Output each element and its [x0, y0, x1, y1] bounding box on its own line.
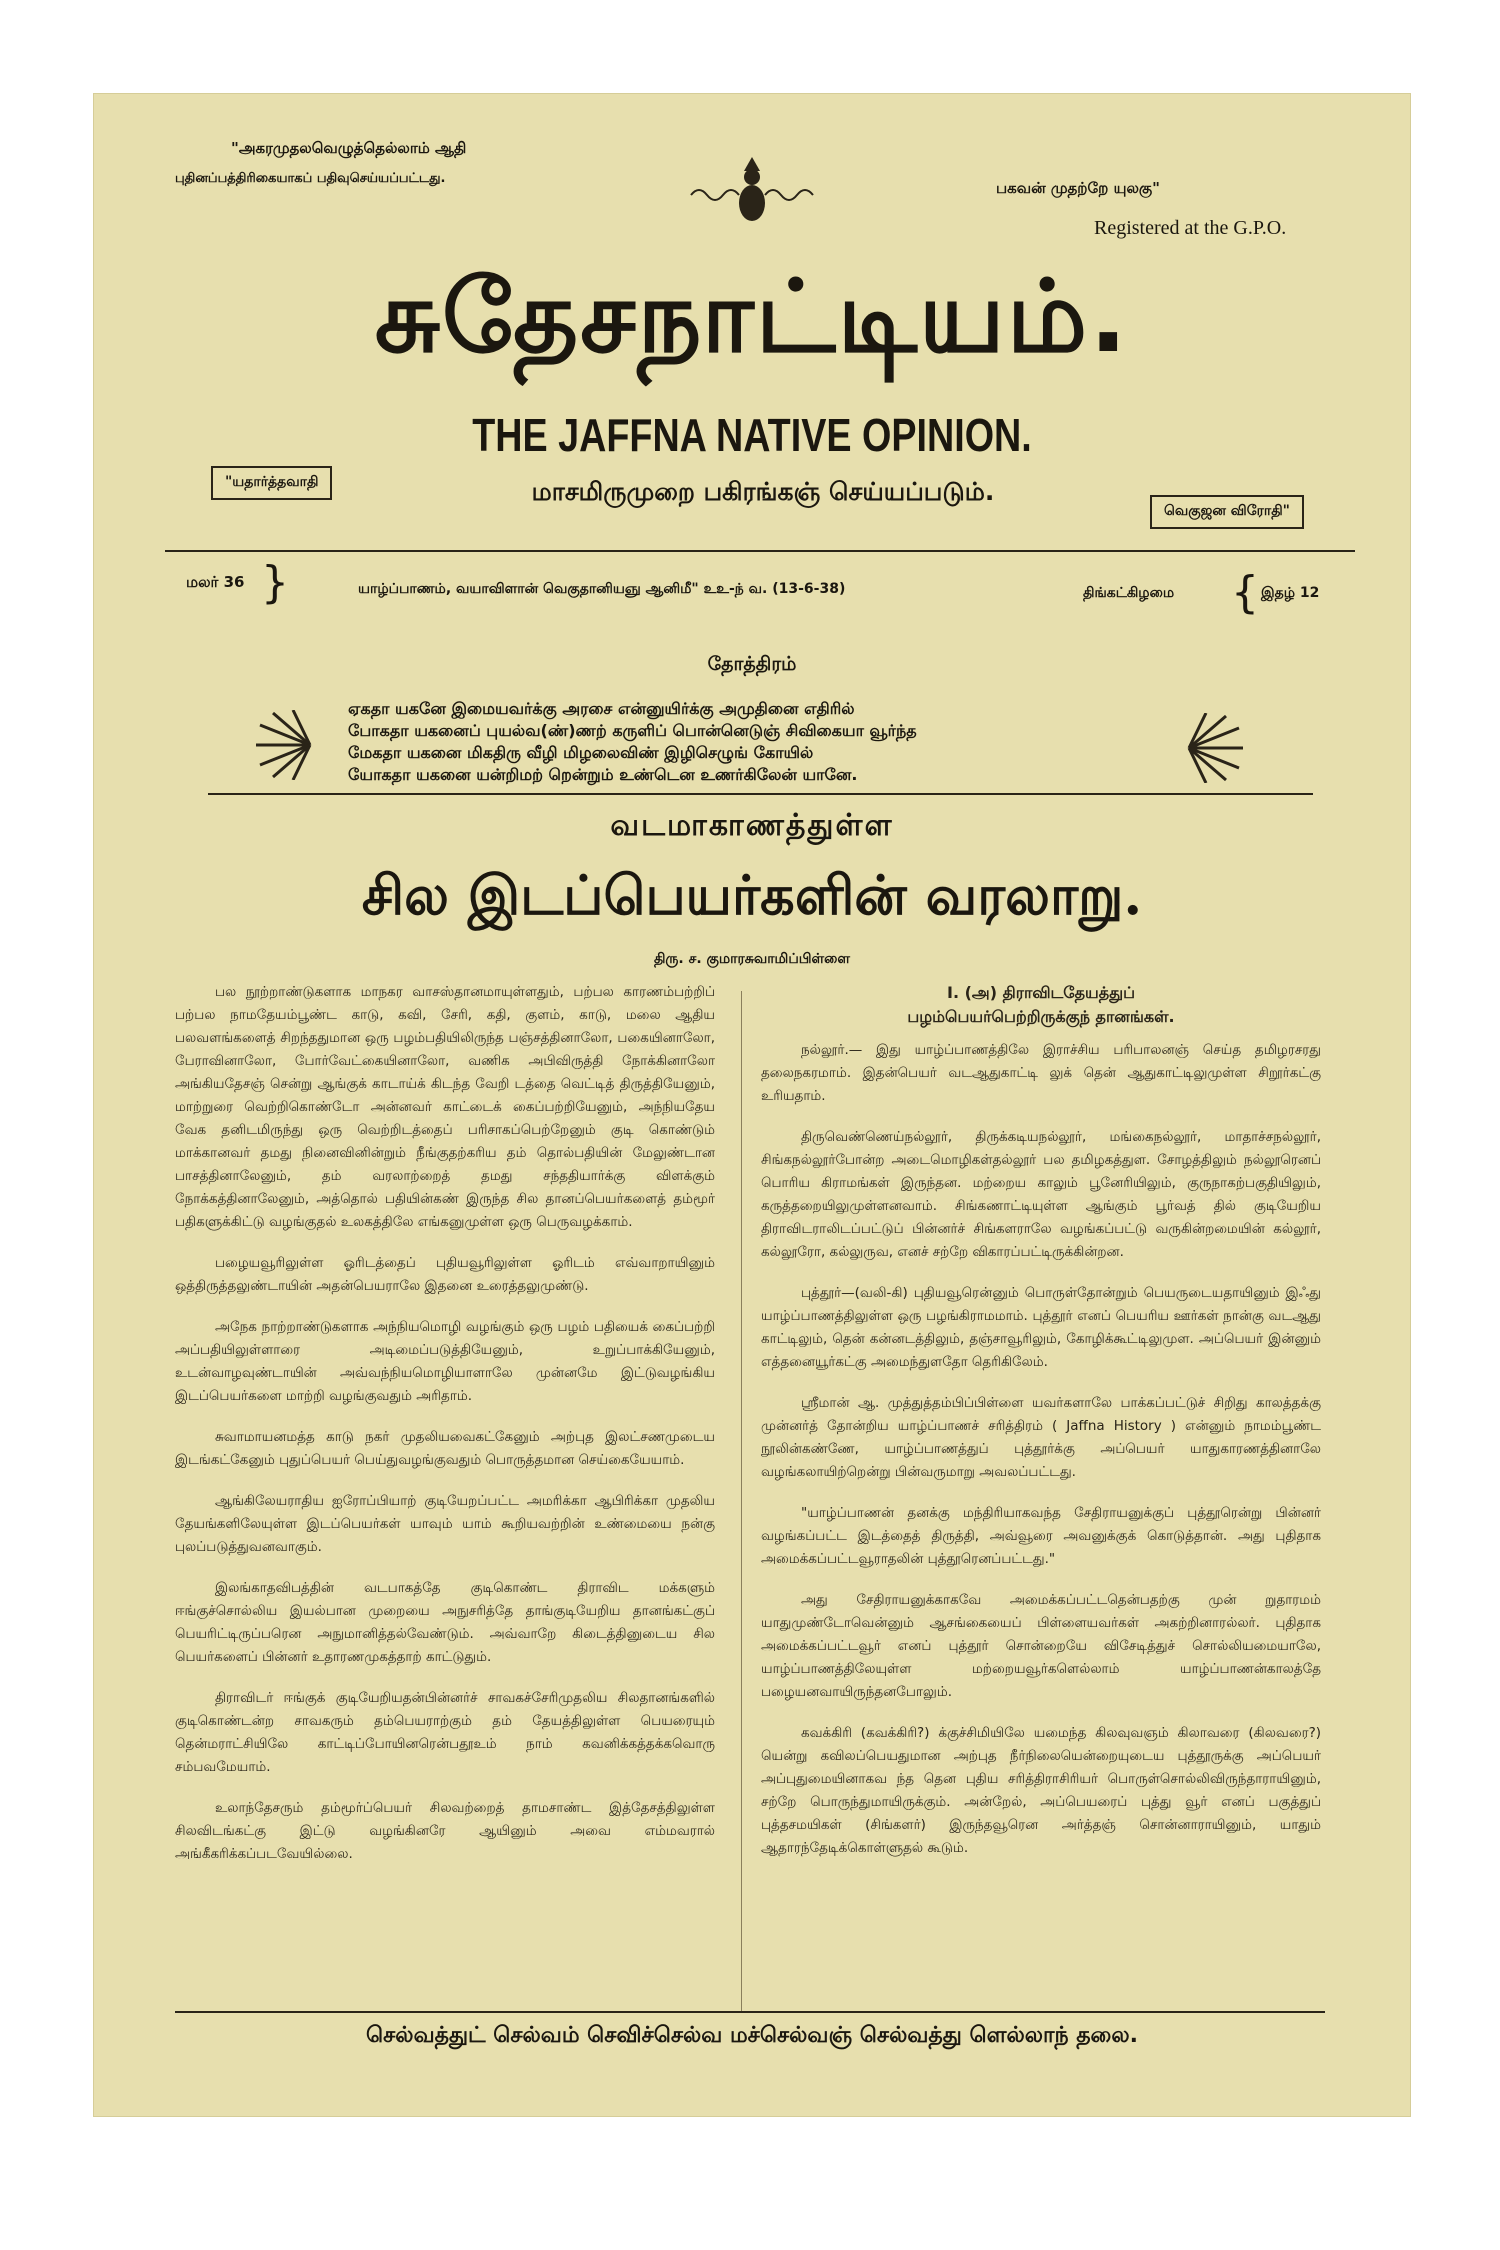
article-paragraph: பழையவூரிலுள்ள ஓரிடத்தைப் புதியவூரிலுள்ள ஓரிடம் எவ்வாறாயினும் ஒத்திருத்தலுண்டாயின் அதன்பெயராலே இதனை உரைத்தலுமுண்டு.: [175, 1255, 715, 1294]
issue-number: இதழ் 12: [1261, 585, 1320, 601]
article-paragraph: ஆங்கிலேயராதிய ஐரோப்பியாற் குடியேறப்பட்ட அமரிக்கா ஆபிரிக்கா முதலிய தேயங்களிலேயுள்ள இடப்பெயர்கள் யாவும் யாம் கூறியவற்றின் உண்மையை நன்கு புலப்படுத்துவனவாகும்.: [175, 1493, 715, 1555]
article-author: திரு. ச. குமாரசுவாமிப்பிள்ளை: [653, 951, 851, 967]
article-paragraph: புத்தூர்—(வலி-கி) புதியவூரென்னும் பொருள்தோன்றும் பெயருடையதாயினும் இஃது யாழ்ப்பாணத்திலுள்ள ஒரு பழங்கிராமமாம். புத்தூர் எனப் பெயரிய ஊர்கள் நான்கு வடஆது காட்டிலும், தென் கன்னடத்திலும், தஞ்சாவூரிலும், கோழிக்கூட்டிலுமுள. அப்பெயர் இன்னும் எத்தனையூர்கட்கு அமைந்துளதோ தெரிகிலேம்.: [761, 1285, 1321, 1370]
section-heading-line2: பழம்பெயர்பெற்றிருக்குந் தானங்கள்.: [907, 1007, 1175, 1026]
article-kicker: வடமாகாணத்துள்ள: [610, 808, 894, 843]
newspaper-page: [93, 93, 1411, 2117]
article-right-column: [761, 981, 1321, 1878]
article-paragraph: உலாந்தேசரும் தம்மூர்ப்பெயர் சிலவற்றைத் தாமசாண்ட இத்தேசத்திலுள்ள சிலவிடங்கட்கு இட்டு வழங்கினரே ஆயினும் அவை எம்மவரால் அங்கீகரிக்கப்படவேயில்லை.: [175, 1800, 715, 1862]
motto-right: பகவன் முதற்றே யுலகு": [996, 179, 1160, 197]
article-paragraph: இலங்காதவிபத்தின் வடபாகத்தே குடிகொண்ட திராவிட மக்களும் ஈங்குச்சொல்லிய இயல்பான முறையை அநுசரித்தே தாங்குடியேறிய தானங்கட்குப் பெயரிட்டிருப்பரென அநுமானித்தல்வேண்டும். அவ்வாறே கிடைத்தினுடைய சில பெயர்களைப் பின்னர் உதாரணமுகத்தாற் காட்டுதும்.: [175, 1580, 715, 1665]
masthead-title-english: THE JAFFNA NATIVE OPINION.: [472, 409, 1032, 461]
masthead-title-tamil: சுதேசநாட்டியம்.: [374, 258, 1130, 375]
article-paragraph: பல நூற்றாண்டுகளாக மாநகர வாசஸ்தானமாயுள்ளதும், பற்பல காரணம்பற்றிப் பற்பல நாமதேயம்பூண்ட காடு, கவி, சேரி, கதி, குளம், காடு, மலை ஆதிய பலவளங்களைத் சிறந்ததுமான ஒரு பழம்பதியிலிருந்த பஞ்சத்தினாலோ, பகையினாலோ, பேராவினாலோ, போர்வேட்கையினாலோ, வணிக அபிவிருத்தி நோக்கினாலோ அங்கியதேசஞ் சென்று ஆங்குக் காடாய்க் கிடந்த வேறி டத்தை வெட்டித் திருத்தியேனும், மாற்றுரை வெற்றிகொண்டோ அன்னவர் காட்டைக் கைப்பற்றியேனும், அந்நியதேய வேக தனிடமிருந்து ஒரு வெற்றிடத்தைப் பரிசாகப்பெற்றேனும் குடி கொண்டும் மாக்கானவர் தமது நினைவினின்றும் நீங்குதற்கரிய தம் தொல்பதியின் மேலுண்டான பாசத்தினாலேனும், தம் வரலாற்றைத் தமது சந்ததியார்க்கு விளக்கும் நோக்கத்தினாலேனும், அத்தொல் பதியின்கண் இருந்த சில தானப்பெயர்களைத் தம்மூர் பதிகளுக்கிட்டு வழங்குதல் உலகத்திலே எங்கனுமுள்ள ஒரு பெருவழக்காம்.: [175, 984, 715, 1230]
article-paragraph: அநேக நாற்றாண்டுகளாக அந்நியமொழி வழங்கும் ஒரு பழம் பதியைக் கைப்பற்றி அப்பதியிலுள்ளாரை அடிமைப்படுத்தியேனும், உறுப்பாக்கியேனும், உடன்வாழவுண்டாயின் அவ்வந்நியமொழியாளாலே முன்னமே இட்டுவழங்கிய இடப்பெயர்களை மாற்றி வழங்குவதும் அரிதாம்.: [175, 1319, 715, 1404]
article-left-column: [175, 981, 715, 1884]
volume-label: மலர் 36: [186, 573, 245, 591]
weekday: திங்கட்கிழமை: [1083, 585, 1175, 601]
sunburst-left-icon: [248, 710, 318, 780]
sunburst-right-icon: [1181, 713, 1251, 783]
right-motto-box: வெகுஜன விரோதி": [1150, 495, 1304, 529]
article-paragraph: "யாழ்ப்பாணன் தனக்கு மந்திரியாகவந்த சேதிராயனுக்குப் புத்தூரென்று பின்னர் வழங்கப்பட்ட இடத்தைத் திருத்தி, அவ்வூரை அவனுக்குக் கொடுத்தான். அது புதிதாக அமைக்கப்பட்டவூராதலின் புத்தூரெனப்பட்டது.": [761, 1505, 1321, 1567]
article-paragraph: கவக்கிரி (கவக்கிரி?) க்குச்சிமியிலே யமைந்த கிலவுவஞம் கிலாவரை (கிலவரை?) யென்று கவிலப்பெயதுமான அற்புத நீர்நிலையென்றையுடைய புத்தூருக்கு அப்பெயர் அப்புதுமையினாகவ ந்த தென புதிய சரித்திராசிரியர் பொருள்சொல்லிவிருந்தாராயினும், சற்றே பொருந்துமாயிருக்கும். அன்றேல், அப்பெயரைப் புத்து வூர் எனப் பகுத்துப் புத்தசமயிகள் (சிங்களர்) இருந்தவூரென அர்த்தஞ் சொன்னாராயினும், யாதும் ஆதாரந்தேடிக்கொள்ளுதல் கூடும்.: [761, 1725, 1321, 1856]
right-brace: {: [1231, 567, 1259, 618]
hymn-bottom-rule: [208, 793, 1313, 795]
article-paragraph: நல்லூர்.— இது யாழ்ப்பாணத்திலே இராச்சிய பரிபாலனஞ் செய்த தமிழரசரது தலைநகரமாம். இதன்பெயர் வடஆதுகாட்டி லுக் தென் ஆதுகாட்டிலுமுள்ள சிறூர்கட்கு உரியதாம்.: [761, 1042, 1321, 1104]
publication-frequency: மாசமிருமுறை பகிரங்கஞ் செய்யப்படும்.: [531, 477, 995, 506]
footer-proverb: செல்வத்துட் செல்வம் செவிச்செல்வ மச்செல்வஞ் செல்வத்து ளெல்லாந் தலை.: [366, 2023, 1138, 2048]
article-paragraph: அது சேதிராயனுக்காகவே அமைக்கப்பட்டதென்பதற்கு முன் றுதாரமம் யாதுமுண்டோவென்னும் ஆசங்கையைப் பிள்ளையவர்கள் அகற்றினாரல்லர். புதிதாக அமைக்கப்பட்டவூர் எனப் புத்தூர் சொன்றையே விசேடித்துச் சொல்லியமையாலே, யாழ்ப்பாணத்திலேயுள்ள மற்றையவூர்களெல்லாம் யாழ்ப்பாணன்காலத்தே பழையனவாயிருந்தனபோலும்.: [761, 1592, 1321, 1700]
article-paragraph: சுவாமாயனமத்த காடு நகர் முதலியவைகட்கேனும் அற்புத இலட்சணமுடைய இடங்கட்கேனும் புதுப்பெயர் பெய்துவழங்குவதும் பொருத்தமான செய்கையேயாம்.: [175, 1429, 715, 1468]
motto-left-line2: புதினப்பத்திரிகையாகப் பதிவுசெய்யப்பட்டது.: [175, 171, 446, 186]
hymn-line: ஏகதா யகனே இமையவர்க்கு அரசை என்னுயிர்க்கு அமுதினை எதிரில்: [348, 699, 855, 718]
article-paragraph: திருவெண்ணெய்நல்லூர், திருக்கடியநல்லூர், மங்கைநல்லூர், மாதாச்சநல்லூர், சிங்கநல்லூர்போன்ற அடைமொழிகள்தல்லூர் பல தமிழகத்துள. சோழத்திலும் நல்லூரெனப் பொரிய கிராமங்கள் இருந்தன. மற்றைய காலும் பூனேரியிலும், குருநாகற்பகுதியிலும், கருத்தறையிலுமுள்ளனவாம். சிங்கணாட்டியுள்ள ஆங்கும் பூர்வத் தில் குடியேறிய திராவிடராலிடப்பட்டுப் பின்னர்ச் சிங்களராலே வழங்கப்பட்டு வருகின்றமையின் கல்லூர், கல்லூரோ, கல்லுருவ, எனச் சற்றே விகாரப்பட்டிருக்கின்றன.: [761, 1129, 1321, 1260]
hymn-line: மேகதா யகனை மிகதிரு வீழி மிழலைவிண் இழிசெழுங் கோயில்: [348, 743, 814, 762]
issue-top-rule: [165, 550, 1355, 552]
footer-rule: [175, 2011, 1325, 2013]
left-motto-box: "யதார்த்தவாதி: [211, 466, 332, 500]
article-paragraph: திராவிடர் ஈங்குக் குடியேறியதன்பின்னர்ச் சாவகச்சேரிமுதலிய சிலதானங்களில் குடிகொண்டன்ற சாவகரும் தம்பெயராற்கும் தம் தேயத்திலுள்ள பெயரையும் தென்மராட்சியிலே காட்டிப்போயினரென்பதூஉம் நாம் கவனிக்கத்தக்கவொரு சம்பவமேயாம்.: [175, 1690, 715, 1775]
left-brace: }: [261, 557, 289, 608]
hymn-heading: தோத்திரம்: [707, 653, 797, 675]
article-title: சில இடப்பெயர்களின் வரலாறு.: [361, 863, 1143, 927]
hymn-line: யோகதா யகனை யன்றிமற் றென்றும் உண்டென உணர்கிலேன் யானே.: [348, 765, 858, 784]
emblem-icon: [689, 155, 815, 225]
hymn-line: போகதா யகனைப் புயல்வ(ண்)ணற் கருளிப் பொன்னெடுஞ் சிவிகையா வூர்ந்த: [348, 721, 917, 740]
registered-note: Registered at the G.P.O.: [1094, 217, 1287, 239]
article-paragraph: ஸ்ரீமான் ஆ. முத்துத்தம்பிப்பிள்ளை யவர்களாலே பாக்கப்பட்டுச் சிறிது காலத்தக்கு முன்னர்த் தோன்றிய யாழ்ப்பாணச் சரித்திரம் ( Jaffna History ) என்னும் நாமம்பூண்ட நூலின்கண்ணே, யாழ்ப்பாணத்துப் புத்தூர்க்கு அப்பெயர் யாதுகாரணத்தினாலே வழங்கலாயிற்றென்று பின்வருமாறு அவலப்பட்டது.: [761, 1395, 1321, 1480]
section-heading-line1: I. (அ) திராவிடதேயத்துப்: [947, 983, 1135, 1002]
dateline: யாழ்ப்பாணம், வயாவிளான் வெகுதானியஞு ஆனிமீ" உஉ-ந் வ. (13-6-38): [358, 581, 846, 597]
column-divider: [741, 991, 742, 2011]
motto-left-line1: "அகரமுதலவெழுத்தெல்லாம் ஆதி: [231, 139, 467, 157]
hymn-verse: [348, 698, 1128, 786]
